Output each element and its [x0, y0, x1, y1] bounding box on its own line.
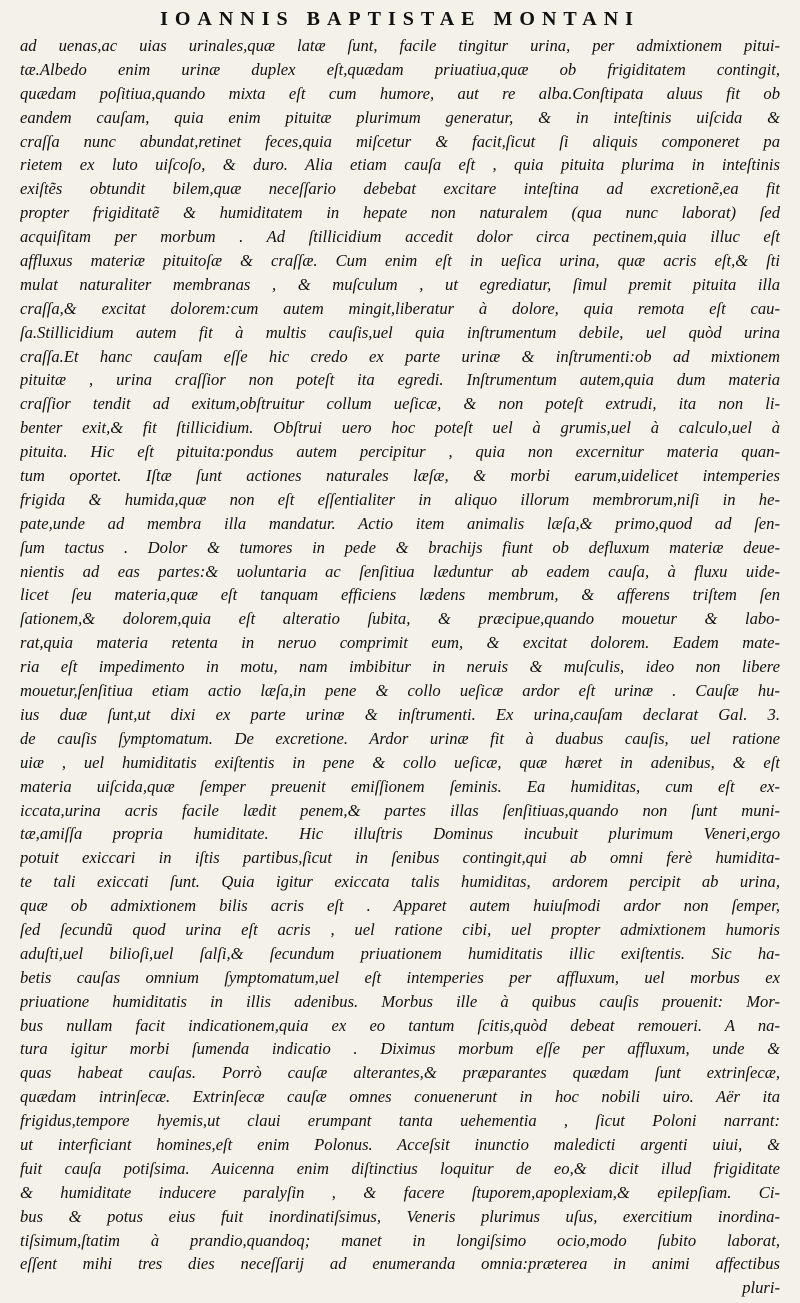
- text-line: quæ ob admixtionem bilis acris eſt . Apparet autem huiuſmodi ardor non ſemper,: [20, 896, 780, 916]
- text-line: rat,quia materia retenta in neruo comprimit eum, & excitat dolorem. Eadem mate-: [20, 633, 780, 653]
- text-line: iccata,urina acris facile lædit penem,& partes illas ſenſitiuas,quando non ſunt muni-: [20, 800, 780, 820]
- text-line: pituitæ , urina craſſior non poteſt ita egredi. Inſtrumentum autem,quia dum materia: [20, 370, 780, 390]
- text-line: affluxus materiæ pituitoſæ & craſſæ. Cum enim eſt in ueſica urina, quæ acris eſt,& ſti: [20, 251, 780, 271]
- text-line: ut interficiant homines,eſt enim Polonus. Acceſsit inunctio maledicti argenti uiui, &: [20, 1134, 780, 1154]
- text-line: aduſti,uel bilioſi,uel ſalſi,& ſecundum priuationem humiditatis illic exiſtentis. Sic ha-: [20, 943, 780, 963]
- text-line: mouetur,ſenſitiua etiam actio læſa,in pene & collo ueſicæ ardor eſt urinæ . Cauſæ hu-: [20, 681, 780, 701]
- text-line: ria eſt impedimento in motu, nam imbibitur in neruis & muſculis, ideo non libere: [20, 657, 780, 677]
- text-line: ſed ſecundũ quod urina eſt acris , uel ratione cibi, uel propter admixtionem humoris: [20, 919, 780, 939]
- text-line: rietem ex luto uiſcoſo, & duro. Alia etiam cauſa eſt , quia pituita plurima in inteſtinis: [20, 155, 780, 175]
- text-line: priuatione humiditatis in illis adenibus. Morbus ille à quibus cauſis prouenit: Mor-: [20, 991, 780, 1011]
- text-line: quas habeat cauſas. Porrò cauſæ alterantes,& præparantes quædam ſunt extrinſecæ,: [20, 1063, 780, 1083]
- text-line: quædam poſitiua,quando mixta eſt cum humore, aut re alba.Conſtipata aluus fit ob: [20, 83, 780, 103]
- text-line: tiſsimum,ſtatim à prandio,quandoq; manet in longiſsimo ocio,modo ſubito laborat,: [20, 1230, 780, 1250]
- text-line: te tali exiccati ſunt. Quia igitur exiccata talis humiditas, ardorem percipit ab urina,: [20, 872, 780, 892]
- text-line: eandem cauſam, quia enim pituitæ plurimum generatur, & in inteſtinis uiſcida &: [20, 107, 780, 127]
- text-line: tæ.Albedo enim urinæ duplex eſt,quædam priuatiua,quæ ob frigiditatem contingit,: [20, 59, 780, 79]
- text-line: ad uenas,ac uias urinales,quæ latæ ſunt, facile tingitur urina, per admixtionem pitui-: [20, 36, 780, 55]
- text-line: acquiſitam per morbum . Ad ſtillicidium accedit dolor circa pectinem,quia illuc eſt: [20, 227, 780, 247]
- text-line: pluri-: [742, 1278, 780, 1298]
- text-line: frigidus,tempore hyemis,ut claui erumpant tanta uehementia , ſicut Poloni narrant:: [20, 1111, 780, 1131]
- text-line: nientis ad eas partes:& uoluntaria ac ſenſitiua læduntur ab eadem cauſa, à fluxu uide-: [20, 561, 780, 581]
- text-line: bus nullam facit indicationem,quia ex eo tantum ſcitis,quòd debeat remoueri. A na-: [20, 1015, 780, 1035]
- text-line: de cauſis ſymptomatum. De excretione. Ardor urinæ fit à duabus cauſis, uel ratione: [20, 728, 780, 748]
- text-line: frigida & humida,quæ non eſt eſſentialiter in aliquo illorum membrorum,niſi in he-: [20, 489, 780, 509]
- text-line: benter exit,& fit ſtillicidium. Obſtrui uero hoc poteſt uel à grumis,uel à calculo,uel à: [20, 418, 780, 438]
- text-line: tura igitur morbi ſumenda indicatio . Diximus morbum eſſe per affluxum, unde &: [20, 1039, 780, 1059]
- text-line: & humiditate inducere paralyſin , & facere ſtuporem,apoplexiam,& epilepſiam. Ci-: [20, 1182, 780, 1202]
- text-line: materia uiſcida,quæ ſemper preuenit emiſſionem ſeminis. Ea humiditas, cum eſt ex-: [20, 776, 780, 796]
- text-line: propter frigiditatẽ & humiditatem in hepate non naturalem (qua nunc laborat) ſed: [20, 203, 780, 223]
- text-line: mulat naturaliter membranas , & muſculum , ut egrediatur, ſimul premit pituita illa: [20, 274, 780, 294]
- text-line: ſum tactus . Dolor & tumores in pede & brachijs fiunt ob defluxum materiæ deue-: [20, 537, 780, 557]
- text-line: craſſior tendit ad exitum,obſtruitur collum ueſicæ, & non poteſt extrudi, ita non li-: [20, 394, 780, 414]
- text-line: craſſa nunc abundat,retinet feces,quia miſcetur & facit,ſicut ſi aliquis componeret pa: [20, 131, 780, 151]
- text-line: tum oportet. Iſtæ ſunt actiones naturales læſæ, & morbi earum,uidelicet intemperies: [20, 466, 780, 486]
- running-head: IOANNIS BAPTISTAE MONTANI: [160, 8, 640, 30]
- text-line: betis cauſas omnium ſymptomatum,uel eſt intemperies per affluxum, uel morbus ex: [20, 967, 780, 987]
- body-text: [20, 34, 780, 1300]
- text-line: uiæ , uel humiditatis exiſtentis in pene & collo ueſicæ, quæ hæret in adenibus, & eſt: [20, 752, 780, 772]
- text-line: bus & potus eius fuit inordinatiſsimus, Veneris plurimus uſus, exercitium inordina-: [20, 1206, 780, 1226]
- text-line: tæ,amiſſa propria humiditate. Hic illuſtris Dominus incubuit plurimum Veneri,ergo: [20, 824, 780, 844]
- text-line: licet ſeu materia,quæ eſt tanquam efficiens lædens membrum, & afferens triſtem ſen: [20, 585, 780, 605]
- text-line: ſationem,& dolorem,quia eſt alteratio ſubita, & præcipue,quando mouetur & labo-: [20, 609, 780, 629]
- text-line: eſſent mihi tres dies neceſſarij ad enumeranda omnia:præterea in animi affectibus: [20, 1254, 780, 1274]
- text-line: fuit cauſa potiſsima. Auicenna enim diſtinctius loquitur de eo,& dicit illud frigiditate: [20, 1158, 780, 1178]
- text-line: pituita. Hic eſt pituita:pondus autem percipitur , quia non excernitur materia quan-: [20, 442, 780, 462]
- text-line: ſa.Stillicidium autem fit à multis cauſis,uel quia inſtrumentum debile, uel quòd urina: [20, 322, 780, 342]
- text-line: potuit exiccari in iſtis partibus,ſicut in ſenibus contingit,qui ab omni ferè humidita-: [20, 848, 780, 868]
- text-line: craſſa,& excitat dolorem:cum autem mingit,liberatur à dolore, quia remota eſt cau-: [20, 298, 780, 318]
- text-line: exiſtẽs obtundit bilem,quæ neceſſario debebat excitare inteſtina ad excretionẽ,ea fit: [20, 179, 780, 199]
- text-line: quædam intrinſecæ. Extrinſecæ cauſæ omnes conuenerunt in hoc nobili uiro. Aër ita: [20, 1087, 780, 1107]
- text-line: craſſa.Et hanc cauſam eſſe hic credo ex parte urinæ & inſtrumenti:ob ad mixtionem: [20, 346, 780, 366]
- text-line: ius duæ ſunt,ut dixi ex parte urinæ & inſtrumenti. Ex urina,cauſam declarat Gal. 3.: [20, 704, 780, 724]
- text-line: pate,unde ad membra illa mandatur. Actio item animalis læſa,& primo,quod ad ſen-: [20, 513, 780, 533]
